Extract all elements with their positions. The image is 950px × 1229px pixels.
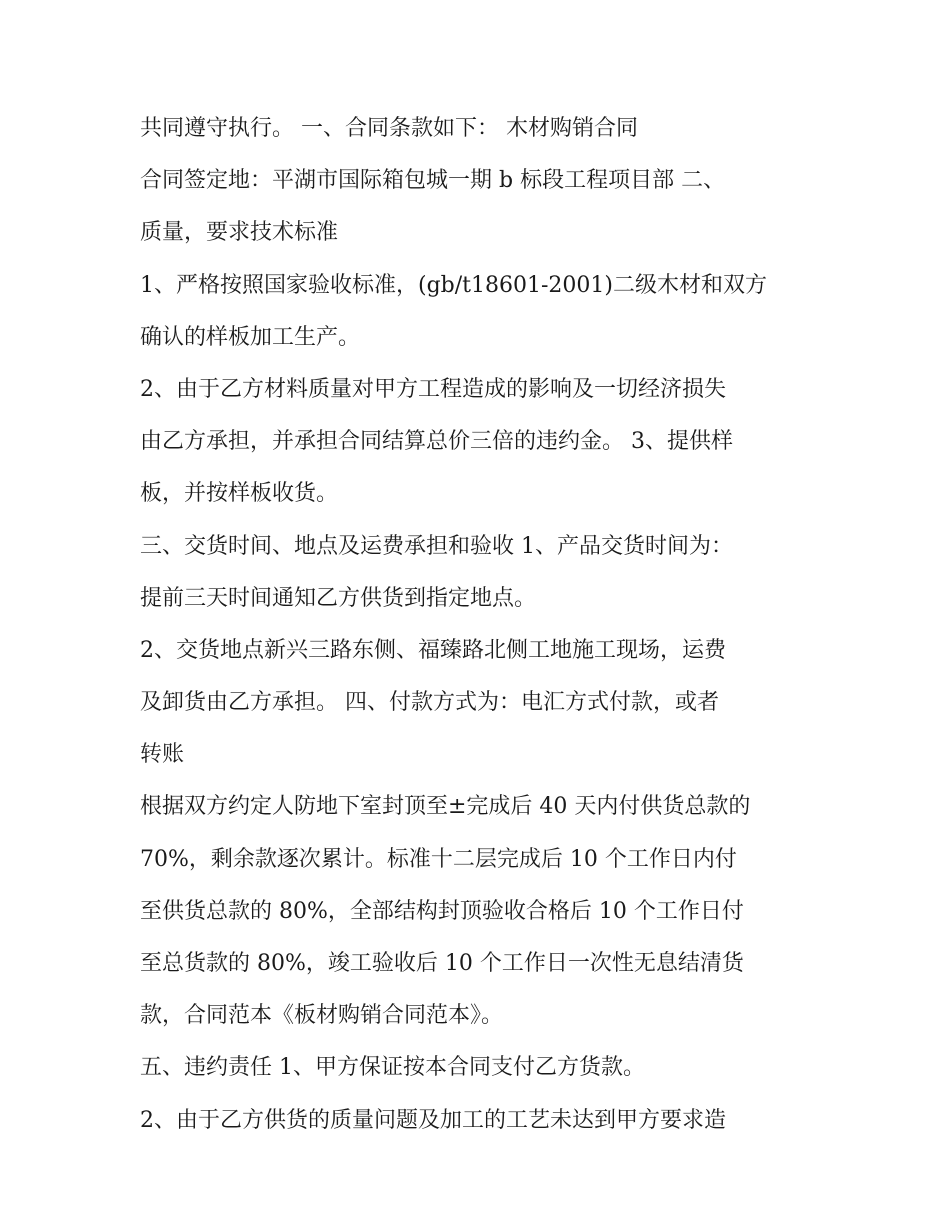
text-line: 共同遵守执行。 一、合同条款如下： 木材购销合同 bbox=[140, 116, 638, 141]
text-line: 转账 bbox=[140, 742, 185, 768]
text-line: 提前三天时间通知乙方供货到指定地点。 bbox=[140, 585, 537, 611]
text-line: 2、由于乙方供货的质量问题及加工的工艺未达到甲方要求造 bbox=[140, 1107, 726, 1133]
text-line: 由乙方承担，并承担合同结算总价三倍的违约金。 3、提供样 bbox=[140, 429, 733, 455]
text-line: 确认的样板加工生产。 bbox=[140, 324, 361, 350]
text-line: 至总货款的 80%，竣工验收后 10 个工作日一次性无息结清货 bbox=[140, 951, 744, 976]
text-line: 板，并按样板收货。 bbox=[140, 481, 339, 507]
text-line: 五、违约责任 1、甲方保证按本合同支付乙方货款。 bbox=[140, 1055, 645, 1081]
text-line: 1、严格按照国家验收标准，(gb/t18601-2001)二级木材和双方 bbox=[140, 272, 767, 298]
text-line: 及卸货由乙方承担。 四、付款方式为：电汇方式付款，或者 bbox=[140, 690, 719, 716]
text-line: 三、交货时间、地点及运费承担和验收 1、产品交货时间为： bbox=[140, 533, 733, 559]
text-line: 合同签定地：平湖市国际箱包城一期 b 标段工程项目部 二、 bbox=[140, 168, 726, 194]
text-line: 2、由于乙方材料质量对甲方工程造成的影响及一切经济损失 bbox=[140, 376, 726, 402]
text-line: 款，合同范本《板材购销合同范本》。 bbox=[140, 1003, 504, 1029]
text-line: 质量，要求技术标准 bbox=[140, 220, 339, 246]
text-line: 2、交货地点新兴三路东侧、福臻路北侧工地施工现场，运费 bbox=[140, 637, 726, 663]
text-line: 根据双方约定人防地下室封顶至±完成后 40 天内付供货总款的 bbox=[140, 794, 751, 820]
text-line: 至供货总款的 80%，全部结构封顶验收合格后 10 个工作日付 bbox=[140, 898, 744, 924]
document-body bbox=[140, 103, 820, 1147]
text-line: 70%，剩余款逐次累计。标准十二层完成后 10 个工作日内付 bbox=[140, 846, 737, 872]
